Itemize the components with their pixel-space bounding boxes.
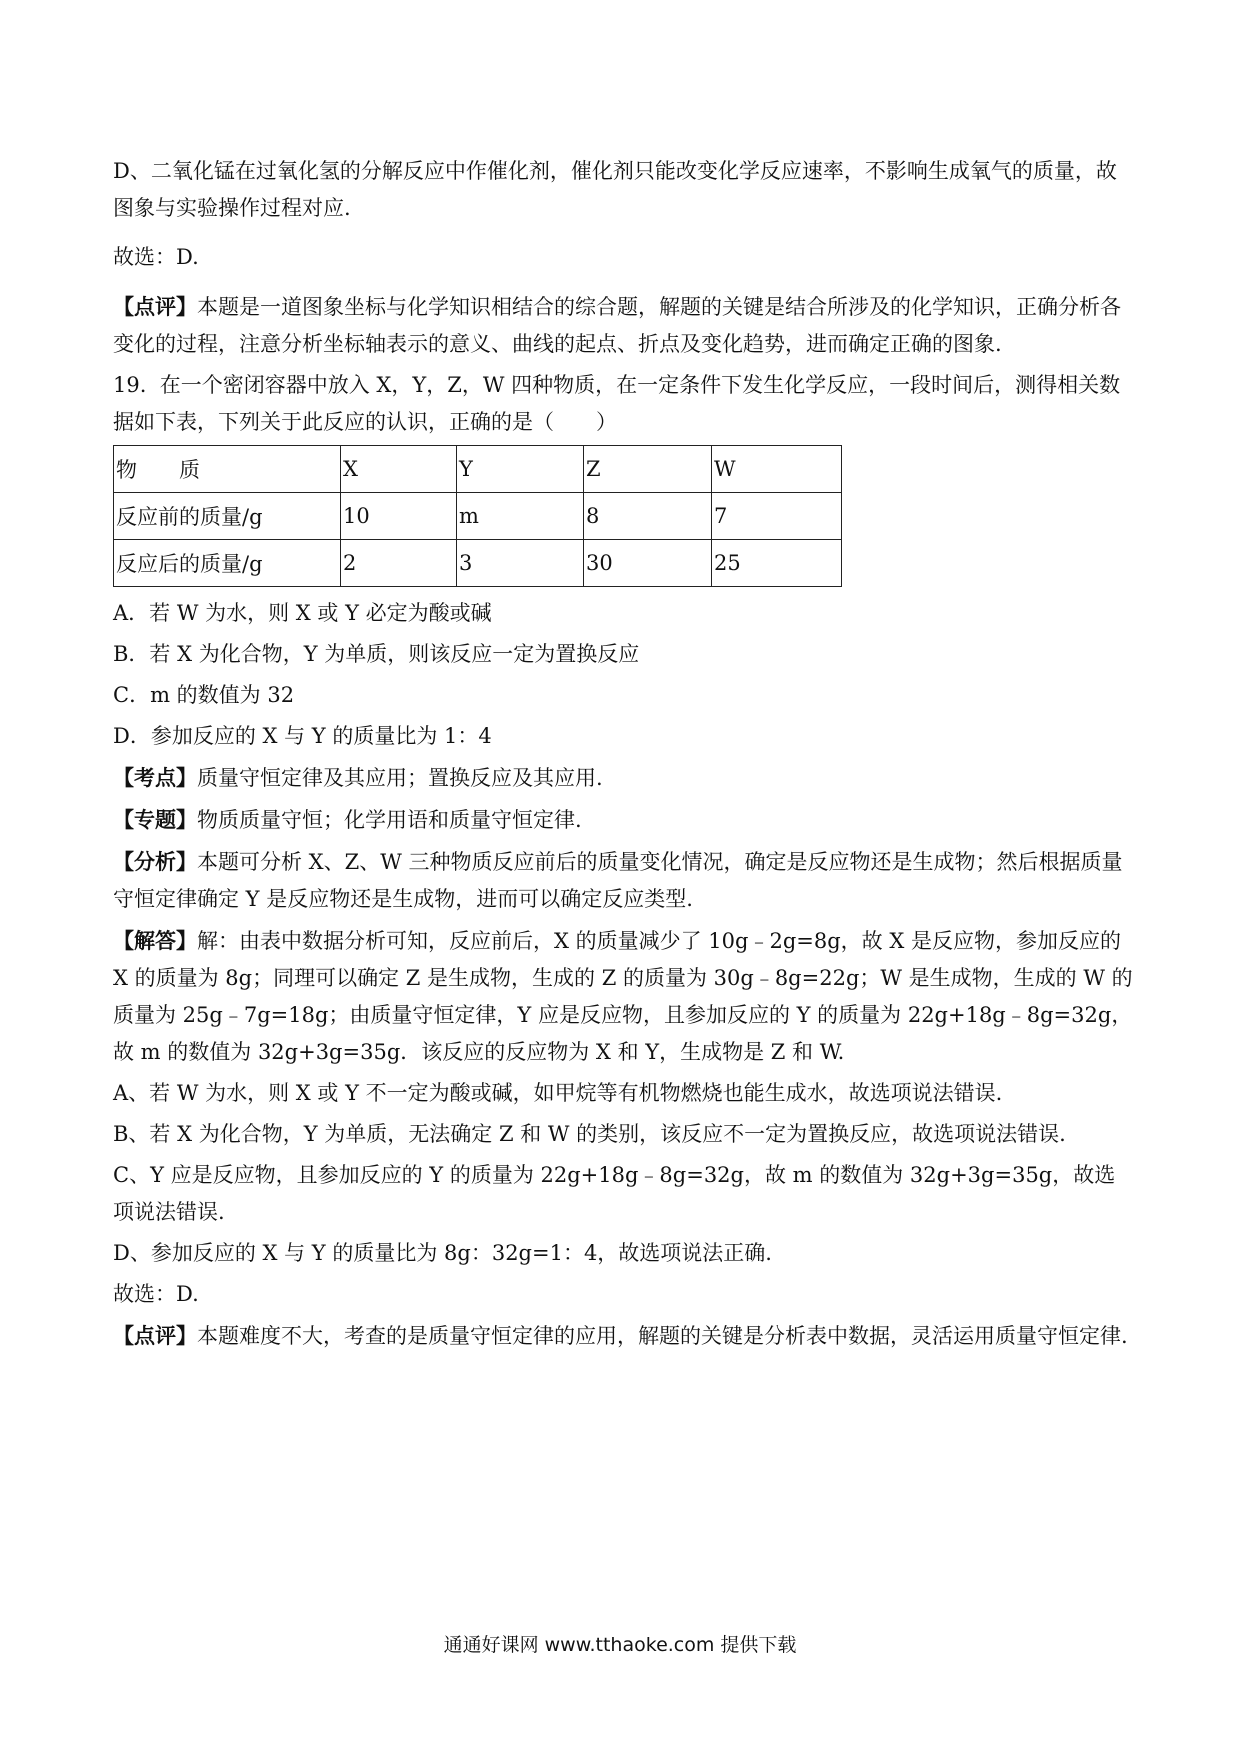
review-comment [113, 288, 1133, 363]
knowledge-point [113, 759, 1133, 797]
option-d [113, 718, 1133, 755]
option-text: C．m 的数值为 32 [113, 683, 295, 707]
table-cell: Y [457, 446, 584, 493]
paragraph-text: 物质质量守恒；化学用语和质量守恒定律. [197, 808, 582, 832]
section-tag: 【点评】 [113, 294, 197, 319]
solution-a [113, 1075, 1133, 1112]
table-cell: 30 [584, 540, 712, 587]
option-text: B．若 X 为化合物，Y 为单质，则该反应一定为置换反应 [113, 642, 640, 666]
section-tag: 【专题】 [113, 807, 197, 832]
paragraph-text: 19. 在一个密闭容器中放入 X，Y，Z，W 四种物质，在一定条件下发生化学反应，一段时间后，测得相关数据如下表，下列关于此反应的认识，正确的是（ ） [113, 373, 1121, 434]
paragraph-text: 故选：D. [113, 245, 199, 269]
table-cell: X [341, 446, 457, 493]
question-19-stem [113, 367, 1133, 441]
table-cell: W [712, 446, 842, 493]
table-row [114, 540, 842, 587]
table-cell: Z [584, 446, 712, 493]
mass-data-table [113, 445, 842, 587]
analysis [113, 843, 1133, 918]
table-row [114, 493, 842, 540]
section-tag: 【解答】 [113, 928, 197, 953]
section-tag: 【点评】 [113, 1323, 197, 1348]
table-cell: m [457, 493, 584, 540]
section-tag: 【考点】 [113, 765, 197, 790]
solution-d [113, 1235, 1133, 1272]
table-cell: 25 [712, 540, 842, 587]
paragraph-text: B、若 X 为化合物，Y 为单质，无法确定 Z 和 W 的类别，该反应不一定为置换反应，故选项说法错误. [113, 1122, 1066, 1146]
table-cell: 2 [341, 540, 457, 587]
option-c [113, 677, 1133, 714]
table-cell: 10 [341, 493, 457, 540]
table-cell: 3 [457, 540, 584, 587]
paragraph-text: 本题是一道图象坐标与化学知识相结合的综合题，解题的关键是结合所涉及的化学知识，正确分析各变化的过程，注意分析坐标轴表示的意义、曲线的起点、折点及变化趋势，进而确定正确的图象. [113, 295, 1121, 356]
solution-c [113, 1157, 1133, 1231]
paragraph-text: 本题难度不大，考查的是质量守恒定律的应用，解题的关键是分析表中数据，灵活运用质量守恒定律. [197, 1324, 1128, 1348]
solution-b [113, 1116, 1133, 1153]
table-cell: 7 [712, 493, 842, 540]
table-cell: 反应前的质量/g [114, 493, 341, 540]
review-comment-final [113, 1317, 1133, 1355]
solution [113, 922, 1133, 1071]
option-text: D．参加反应的 X 与 Y 的质量比为 1：4 [113, 724, 492, 748]
option-b [113, 636, 1133, 673]
table-cell: 8 [584, 493, 712, 540]
paragraph-text: A、若 W 为水，则 X 或 Y 不一定为酸或碱，如甲烷等有机物燃烧也能生成水，故选项说法错误. [113, 1081, 1003, 1105]
option-a [113, 595, 1133, 632]
section-tag: 【分析】 [113, 849, 197, 874]
paragraph-text: 故选：D. [113, 1282, 199, 1306]
final-answer [113, 1276, 1133, 1313]
paragraph-text: C、Y 应是反应物，且参加反应的 Y 的质量为 22g+18g﹣8g=32g，故 m 的数值为 32g+3g=35g，故选项说法错误. [113, 1163, 1116, 1224]
paragraph-text: 本题可分析 X、Z、W 三种物质反应前后的质量变化情况，确定是反应物还是生成物；然后根据质量守恒定律确定 Y 是反应物还是生成物，进而可以确定反应类型. [113, 850, 1123, 911]
table-cell: 物 质 [114, 446, 341, 493]
answer-d-explanation [113, 153, 1133, 227]
paragraph-text: D、参加反应的 X 与 Y 的质量比为 8g：32g=1：4，故选项说法正确. [113, 1241, 772, 1265]
topic [113, 801, 1133, 839]
document-content [113, 153, 1133, 1359]
option-text: A．若 W 为水，则 X 或 Y 必定为酸或碱 [113, 601, 492, 625]
paragraph-text: 解：由表中数据分析可知，反应前后，X 的质量减少了 10g﹣2g=8g，故 X 是反应物，参加反应的 X 的质量为 8g；同理可以确定 Z 是生成物，生成的 Z 的质量为 30g﹣8g=22g；W 是生成物，生成的 W 的质量为 25g﹣7g=18g；由质量守恒定律，Y 应是反应物，且参加反应的 Y 的质量为 22g+18g﹣8g=32g，故 m 的数值为 32g+3g=35g．该反应的反应物为 X 和 Y，生成物是 Z 和 W. [113, 929, 1133, 1064]
paragraph-text: D、二氧化锰在过氧化氢的分解反应中作催化剂，催化剂只能改变化学反应速率，不影响生成氧气的质量，故图象与实验操作过程对应. [113, 159, 1117, 220]
paragraph-text: 质量守恒定律及其应用；置换反应及其应用. [197, 766, 603, 790]
table-row [114, 446, 842, 493]
page-footer: 通通好课网 www.tthaoke.com 提供下载 [443, 1634, 797, 1656]
table-cell: 反应后的质量/g [114, 540, 341, 587]
answer-choice [113, 239, 1133, 276]
